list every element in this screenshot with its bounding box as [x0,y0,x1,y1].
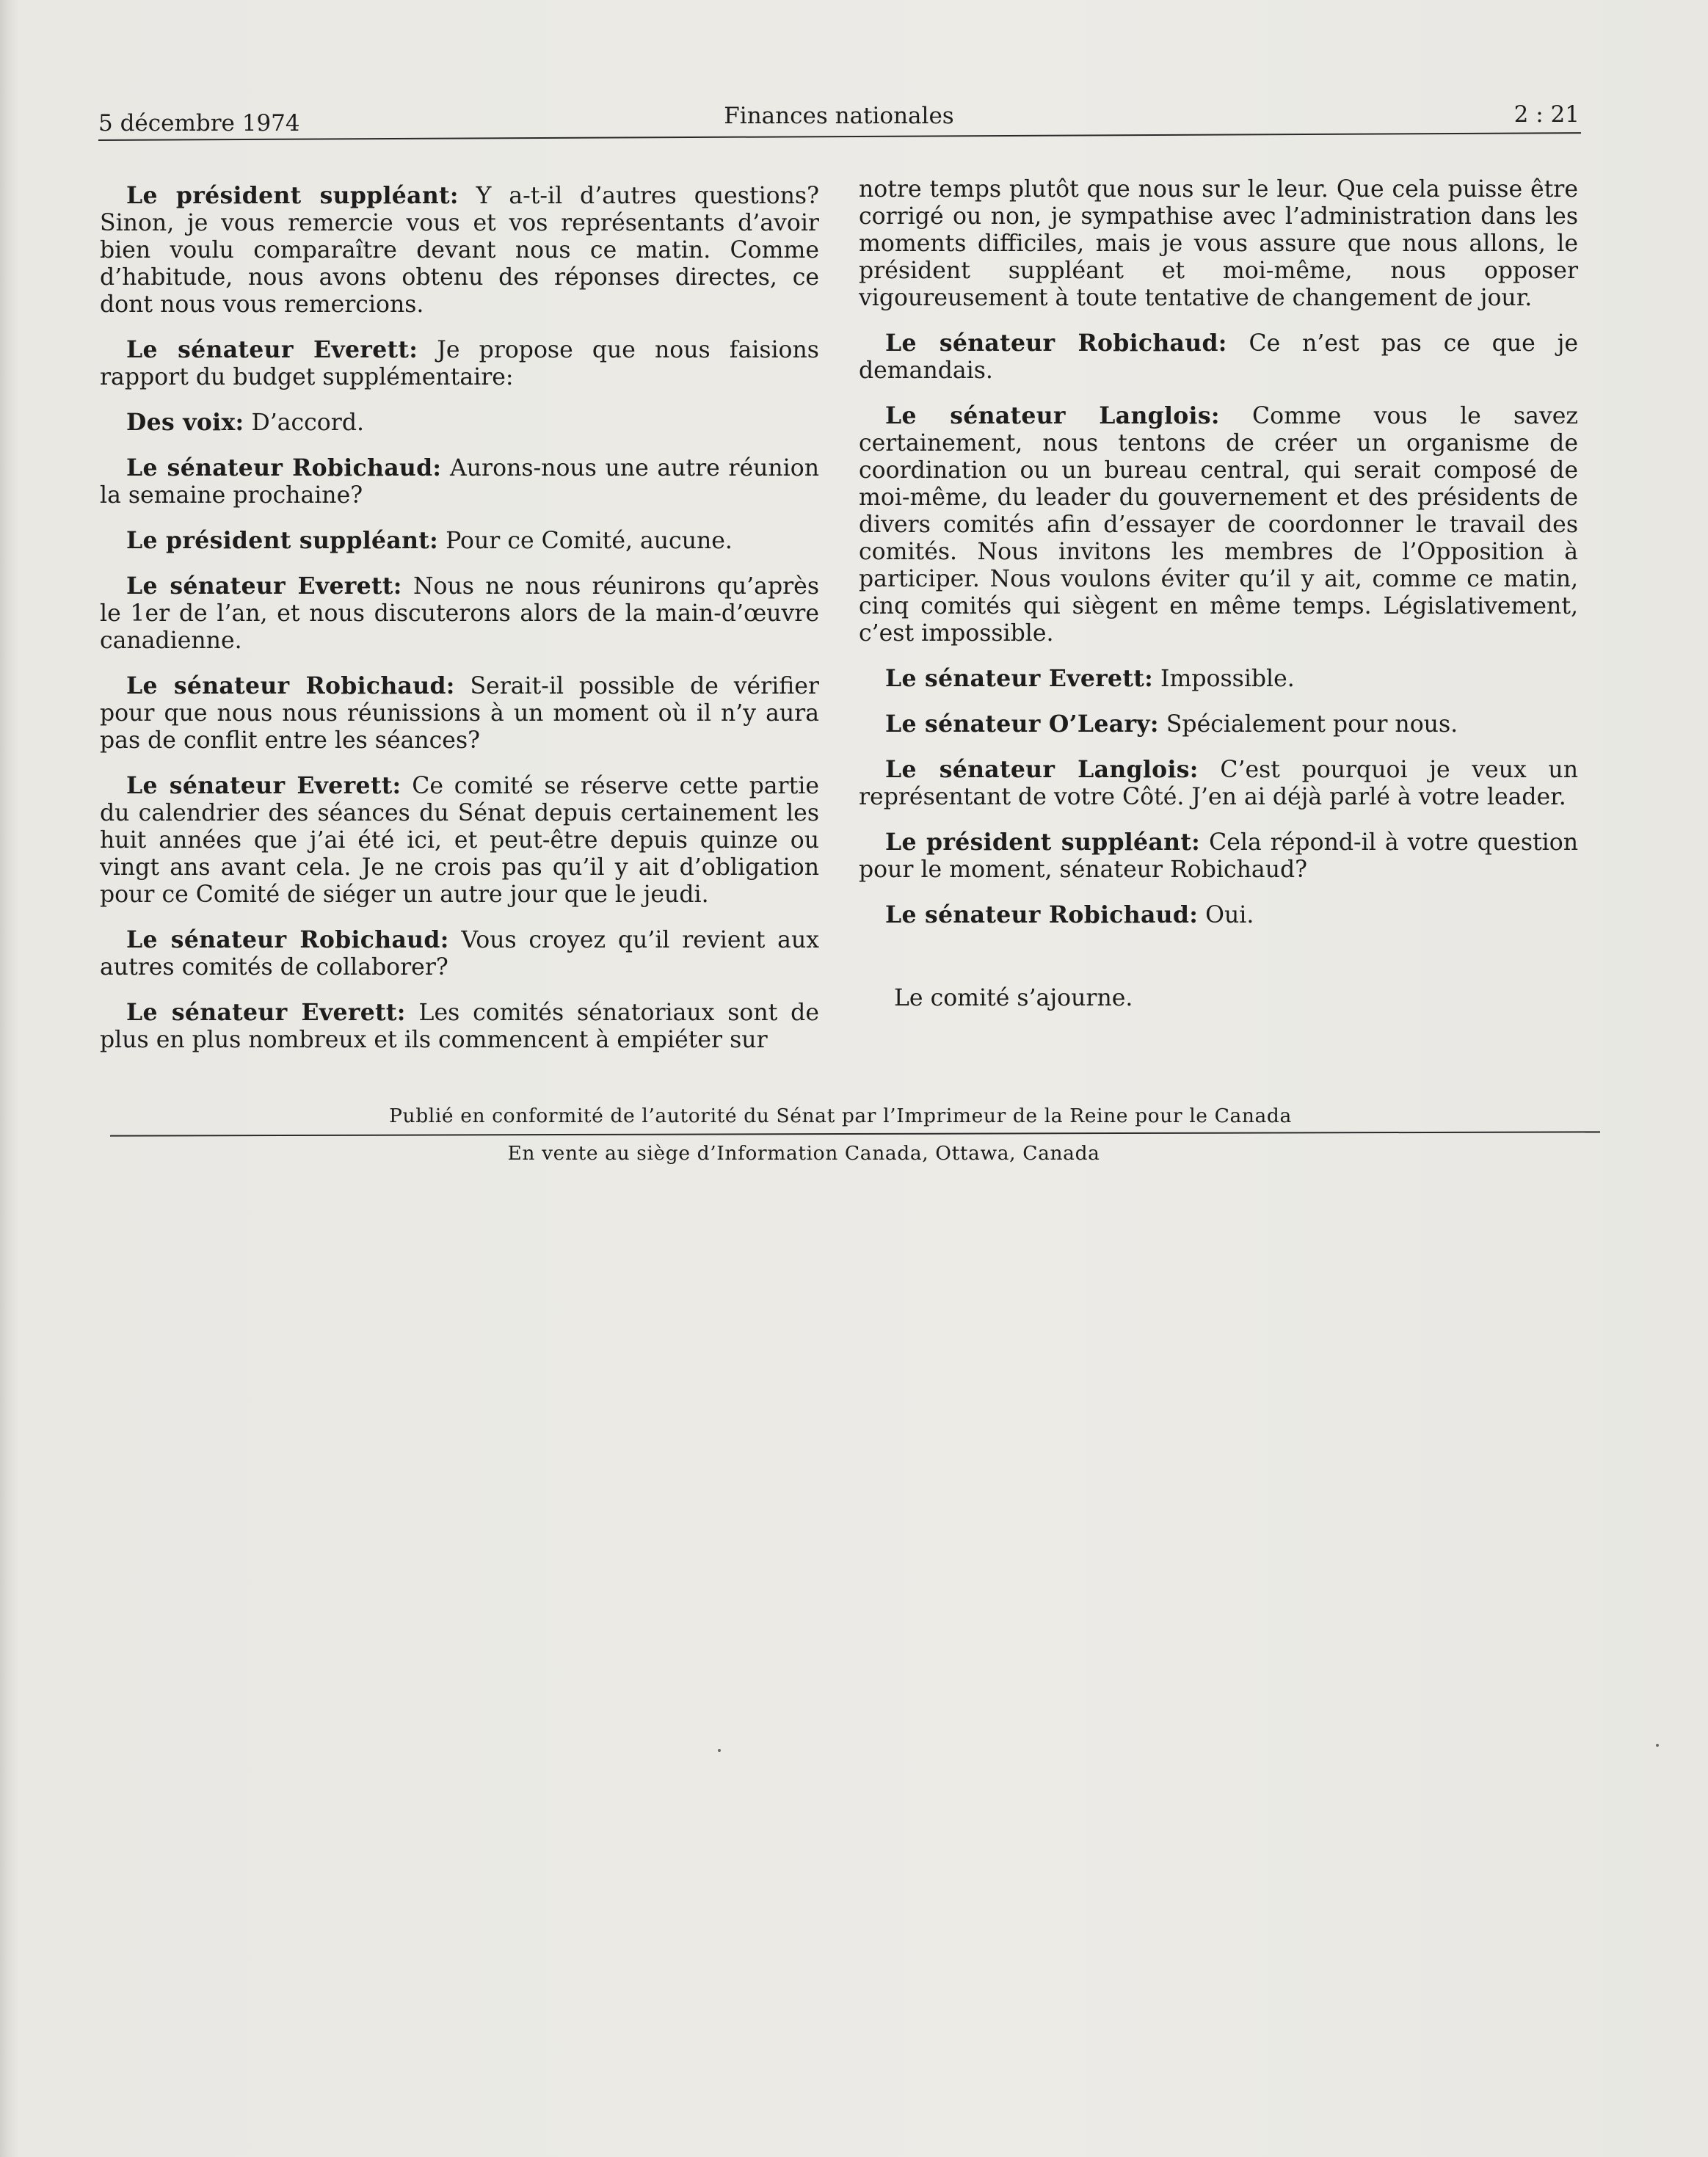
page-header [98,101,1580,138]
header-date: 5 décembre 1974 [98,110,300,137]
footer-rule [110,1131,1600,1136]
speech-text: Comme vous le savez certainement, nous tentons de créer un organisme de coordination ou un bureau central, qui serait composé de moi-même, du leader du gouvernement et des présidents de divers comités afin d’essayer de coordonner le travail des comités. Nous invitons les membres de l’Opposition à participer. Nous voulons éviter qu’il y ait, comme ce matin, cinq comités qui siègent en même temps. Législativement, c’est impossible. [859,403,1578,647]
left-column [100,182,819,1072]
continued-paragraph: notre temps plutôt que nous sur le leur. Que cela puisse être corrigé ou non, je sympathise avec l’administration dans les moments difficiles, mais je vous assure que nous allons, le président suppléant et moi-même, nous opposer vigoureusement à toute tentative de changement de jour. [859,176,1578,311]
transcript-paragraph [859,665,1578,693]
speech-text: C’est pourquoi je veux un représentant de votre Côté. J’en ai déjà parlé à votre leader. [859,757,1578,810]
transcript-paragraph [100,672,819,754]
speaker-name: Le sénateur Robichaud: [126,454,442,481]
speaker-name: Le sénateur Everett: [126,772,401,799]
speech-text: Aurons-nous une autre réunion la semaine prochaine? [100,455,819,509]
transcript-paragraph [859,330,1578,385]
transcript-paragraph [100,926,819,981]
transcript-paragraph [100,772,819,909]
speech-text: Spécialement pour nous. [1158,711,1458,738]
speaker-name: Le sénateur Everett: [885,665,1154,692]
speech-text: Serait-il possible de vérifier pour que nous nous réunissions à un moment où il n’y aura pas de conflit entre les séances? [100,673,819,754]
speech-text: Y a-t-il d’autres questions? Sinon, je vous remercie vous et vos représentants d’avoir bien voulu comparaître devant nous ce matin. Comme d’habitude, nous avons obtenu des réponses directes, ce dont nous vous remercions. [100,183,819,318]
speech-text: Impossible. [1153,666,1295,692]
speaker-name: Le sénateur Robichaud: [126,672,455,699]
right-column [859,176,1578,1030]
transcript-paragraph [859,829,1578,884]
speech-text: Je propose que nous faisions rapport du budget supplémentaire: [100,337,819,390]
transcript-paragraph [859,402,1578,647]
speech-text: Oui. [1198,902,1254,928]
publication-footer [110,1105,1600,1165]
speaker-name: Le sénateur Robichaud: [126,926,449,953]
speech-text: Cela répond-il à votre question pour le moment, sénateur Robichaud? [859,829,1578,883]
speech-text: Nous ne nous réunirons qu’après le 1er de l’an, et nous discuterons alors de la main-d’œuvre canadienne. [100,573,819,654]
speaker-name: Le sénateur Everett: [126,336,418,363]
speaker-name: Le sénateur O’Leary: [885,710,1159,738]
speaker-name: Le sénateur Langlois: [885,756,1199,783]
transcript-paragraph [859,901,1578,929]
paper-speck [1656,1744,1659,1747]
speaker-name: Le sénateur Everett: [126,999,406,1026]
transcript-paragraph [859,756,1578,811]
speaker-name: Le sénateur Langlois: [885,402,1220,429]
speech-text: Ce comité se réserve cette partie du calendrier des séances du Sénat depuis certainement les huit années que j’ai été ici, et peut-être depuis quinze ou vingt ans avant cela. Je ne crois pas qu’il y ait d’obligation pour ce Comité de siéger un autre jour que le jeudi. [100,773,819,908]
speech-text: D’accord. [244,410,364,436]
speaker-name: Le sénateur Everett: [126,572,402,600]
footer-authority-line: Publié en conformité de l’autorité du Sénat par l’Imprimeur de la Reine pour le Canada [389,1105,1292,1127]
transcript-paragraph [100,454,819,509]
transcript-paragraph [100,527,819,555]
speech-text: Pour ce Comité, aucune. [438,528,733,554]
transcript-paragraph [859,710,1578,738]
speech-text: Ce n’est pas ce que je demandais. [859,330,1578,384]
paper-speck [718,1749,721,1752]
transcript-paragraph [100,182,819,319]
speech-text: Les comités sénatoriaux sont de plus en plus nombreux et ils commencent à empiéter sur [100,1000,819,1053]
header-title: Finances nationales [724,103,954,129]
adjournment-line: Le comité s’ajourne. [894,985,1133,1011]
speaker-name: Des voix: [126,409,244,436]
transcript-paragraph [100,336,819,391]
speaker-name: Le président suppléant: [126,527,439,554]
speaker-name: Le président suppléant: [126,182,459,209]
speaker-name: Le président suppléant: [885,829,1201,856]
transcript-paragraph [100,409,819,437]
transcript-paragraph [100,572,819,655]
speech-text: Vous croyez qu’il revient aux autres comités de collaborer? [100,927,819,981]
header-page-number: 2 : 21 [1513,101,1580,128]
footer-sale-line: En vente au siège d’Information Canada, Ottawa, Canada [507,1142,1100,1165]
speaker-name: Le sénateur Robichaud: [885,901,1199,928]
speaker-name: Le sénateur Robichaud: [885,330,1227,357]
transcript-paragraph [100,999,819,1054]
